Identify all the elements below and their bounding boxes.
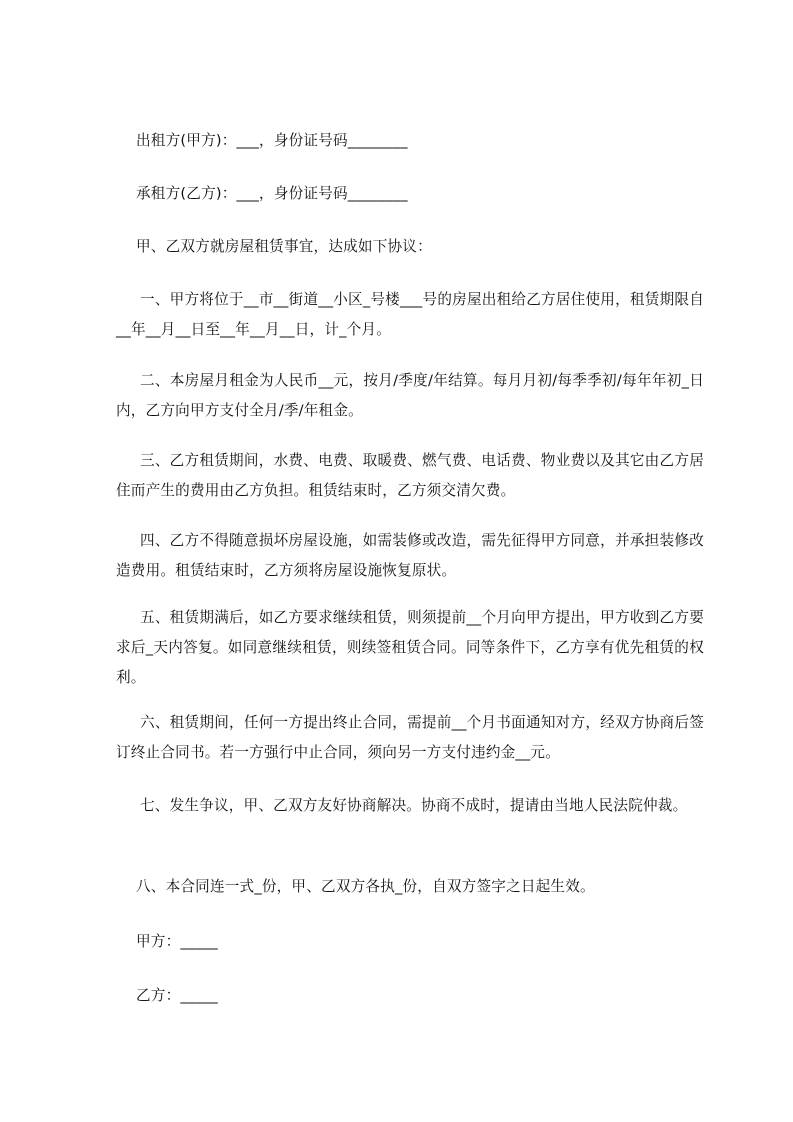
clause-6: 六、租赁期间，任何一方提出终止合同，需提前__个月书面通知对方，经双方协商后签订终止合同书。若一方强行中止合同，须向另一方支付违约金__元。 [116, 714, 704, 761]
party-a-signature: 甲方：_____ [136, 933, 218, 950]
clause-1: 一、甲方将位于__市__街道__小区_号楼___号的房屋出租给乙方居住使用，租赁期限自__年__月__日至__年__月__日，计_个月。 [116, 291, 704, 338]
lessor-line: 出租方(甲方)：___，身份证号码________ [136, 132, 408, 149]
clause-8: 八、本合同连一式_份，甲、乙双方各执_份，自双方签字之日起生效。 [136, 878, 595, 895]
clause-5: 五、租赁期满后，如乙方要求继续租赁，则须提前__个月向甲方提出，甲方收到乙方要求后_天内答复。如同意继续租赁，则续签租赁合同。同等条件下，乙方享有优先租赁的权利。 [116, 609, 704, 686]
clause-7: 七、发生争议，甲、乙双方友好协商解决。协商不成时，提请由当地人民法院仲裁。 [140, 797, 688, 814]
party-b-signature: 乙方：_____ [136, 987, 218, 1004]
clause-2: 二、本房屋月租金为人民币__元，按月/季度/年结算。每月月初/每季季初/每年年初_日内，乙方向甲方支付全月/季/年租金。 [116, 372, 704, 419]
intro-line: 甲、乙双方就房屋租赁事宜，达成如下协议： [136, 238, 432, 255]
clause-3: 三、乙方租赁期间，水费、电费、取暖费、燃气费、电话费、物业费以及其它由乙方居住而产生的费用由乙方负担。租赁结束时，乙方须交清欠费。 [116, 452, 704, 499]
clause-4: 四、乙方不得随意损坏房屋设施，如需装修或改造，需先征得甲方同意，并承担装修改造费用。租赁结束时，乙方须将房屋设施恢复原状。 [116, 532, 704, 579]
lessee-line: 承租方(乙方)：___，身份证号码________ [136, 185, 408, 202]
